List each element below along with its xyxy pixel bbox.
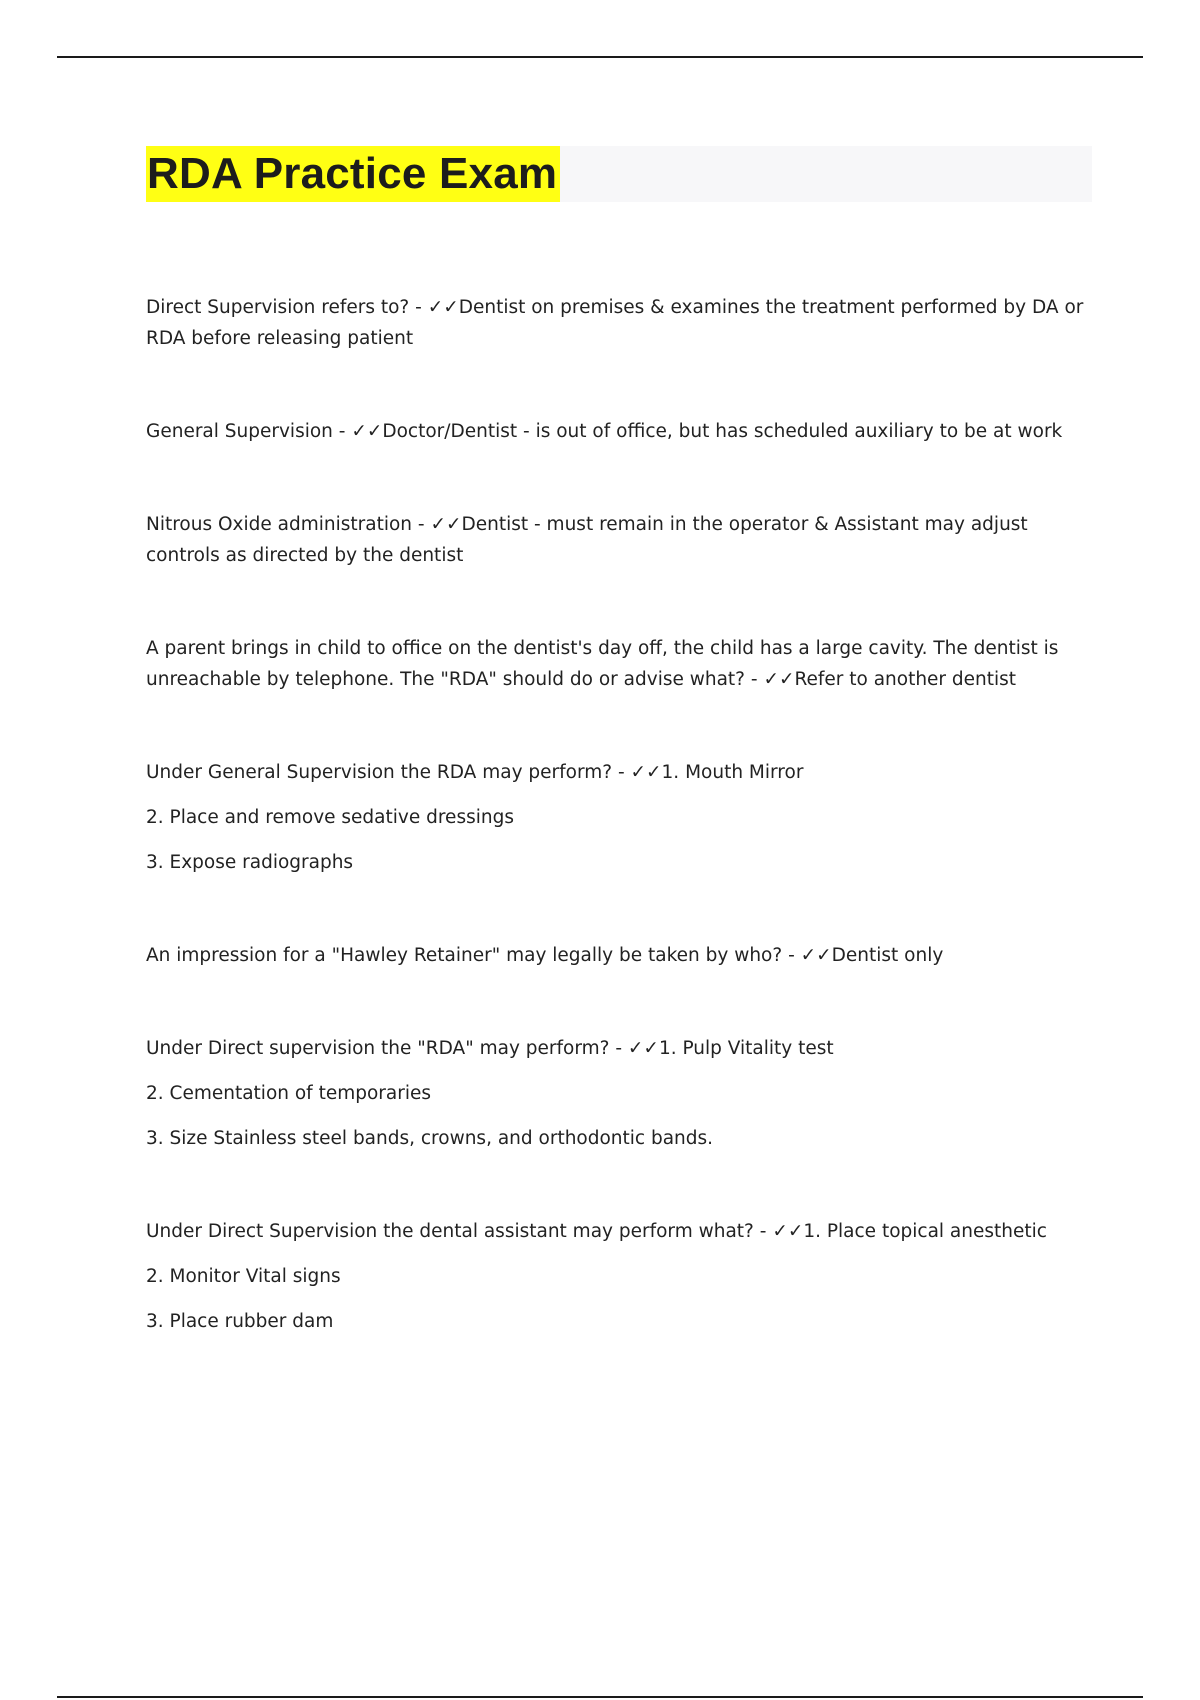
qa-question-line — [146, 1216, 1096, 1247]
double-check-icon: ✓✓ — [351, 421, 383, 442]
footer-rule — [57, 1696, 1143, 1698]
question-text: General Supervision - — [146, 421, 352, 442]
answer-text: Refer to another dentist — [794, 669, 1017, 690]
page-title: RDA Practice Exam — [146, 146, 560, 202]
question-text: An impression for a "Hawley Retainer" may legally be taken by who? - — [146, 945, 801, 966]
qa-question-line — [146, 292, 1096, 354]
answer-text: Dentist - must remain in the operator & Assistant may adjust controls as directed by the dentist — [146, 514, 1028, 566]
question-text: Under General Supervision the RDA may perform? - — [146, 762, 631, 783]
question-text: Nitrous Oxide administration - — [146, 514, 431, 535]
qa-question-line — [146, 940, 1096, 971]
question-text: A parent brings in child to office on the dentist's day off, the child has a large cavity. The dentist is unreachable by telephone. The "RDA" should do or advise what? - — [146, 638, 1059, 690]
qa-item-4 — [146, 633, 1096, 695]
qa-item-2 — [146, 416, 1096, 447]
qa-question-line — [146, 633, 1096, 695]
question-text: Under Direct Supervision the dental assistant may perform what? - — [146, 1221, 773, 1242]
answer-text: Dentist only — [831, 945, 944, 966]
double-check-icon: ✓✓ — [763, 669, 795, 690]
qa-question-line — [146, 416, 1096, 447]
answer-list-line: 3. Size Stainless steel bands, crowns, and orthodontic bands. — [146, 1128, 714, 1149]
qa-item-6 — [146, 940, 1096, 971]
answer-text: Dentist on premises & examines the treatment performed by DA or RDA before releasing patient — [146, 297, 1084, 349]
question-text: Under Direct supervision the "RDA" may perform? - — [146, 1038, 628, 1059]
answer-list-line: 2. Cementation of temporaries — [146, 1083, 432, 1104]
qa-item-3 — [146, 509, 1096, 571]
answer-text: 1. Pulp Vitality test — [658, 1038, 834, 1059]
qa-question-line — [146, 757, 1096, 788]
qa-item-1 — [146, 292, 1096, 354]
double-check-icon: ✓✓ — [800, 945, 832, 966]
answer-list-line: 2. Place and remove sedative dressings — [146, 807, 514, 828]
answer-text: 1. Mouth Mirror — [661, 762, 804, 783]
double-check-icon: ✓✓ — [430, 514, 462, 535]
qa-item-8 — [146, 1216, 1096, 1337]
qa-question-line — [146, 1033, 1096, 1064]
qa-list — [146, 292, 1096, 1399]
question-text: Direct Supervision refers to? - — [146, 297, 428, 318]
answer-list-line: 2. Monitor Vital signs — [146, 1266, 341, 1287]
double-check-icon: ✓✓ — [427, 297, 459, 318]
qa-item-5 — [146, 757, 1096, 878]
answer-text: 1. Place topical anesthetic — [803, 1221, 1047, 1242]
header-rule — [57, 56, 1143, 58]
double-check-icon: ✓✓ — [772, 1221, 804, 1242]
double-check-icon: ✓✓ — [627, 1038, 659, 1059]
answer-list-line: 3. Place rubber dam — [146, 1311, 334, 1332]
answer-list-line: 3. Expose radiographs — [146, 852, 354, 873]
qa-item-7 — [146, 1033, 1096, 1154]
qa-question-line — [146, 509, 1096, 571]
answer-text: Doctor/Dentist - is out of office, but has scheduled auxiliary to be at work — [382, 421, 1063, 442]
double-check-icon: ✓✓ — [630, 762, 662, 783]
